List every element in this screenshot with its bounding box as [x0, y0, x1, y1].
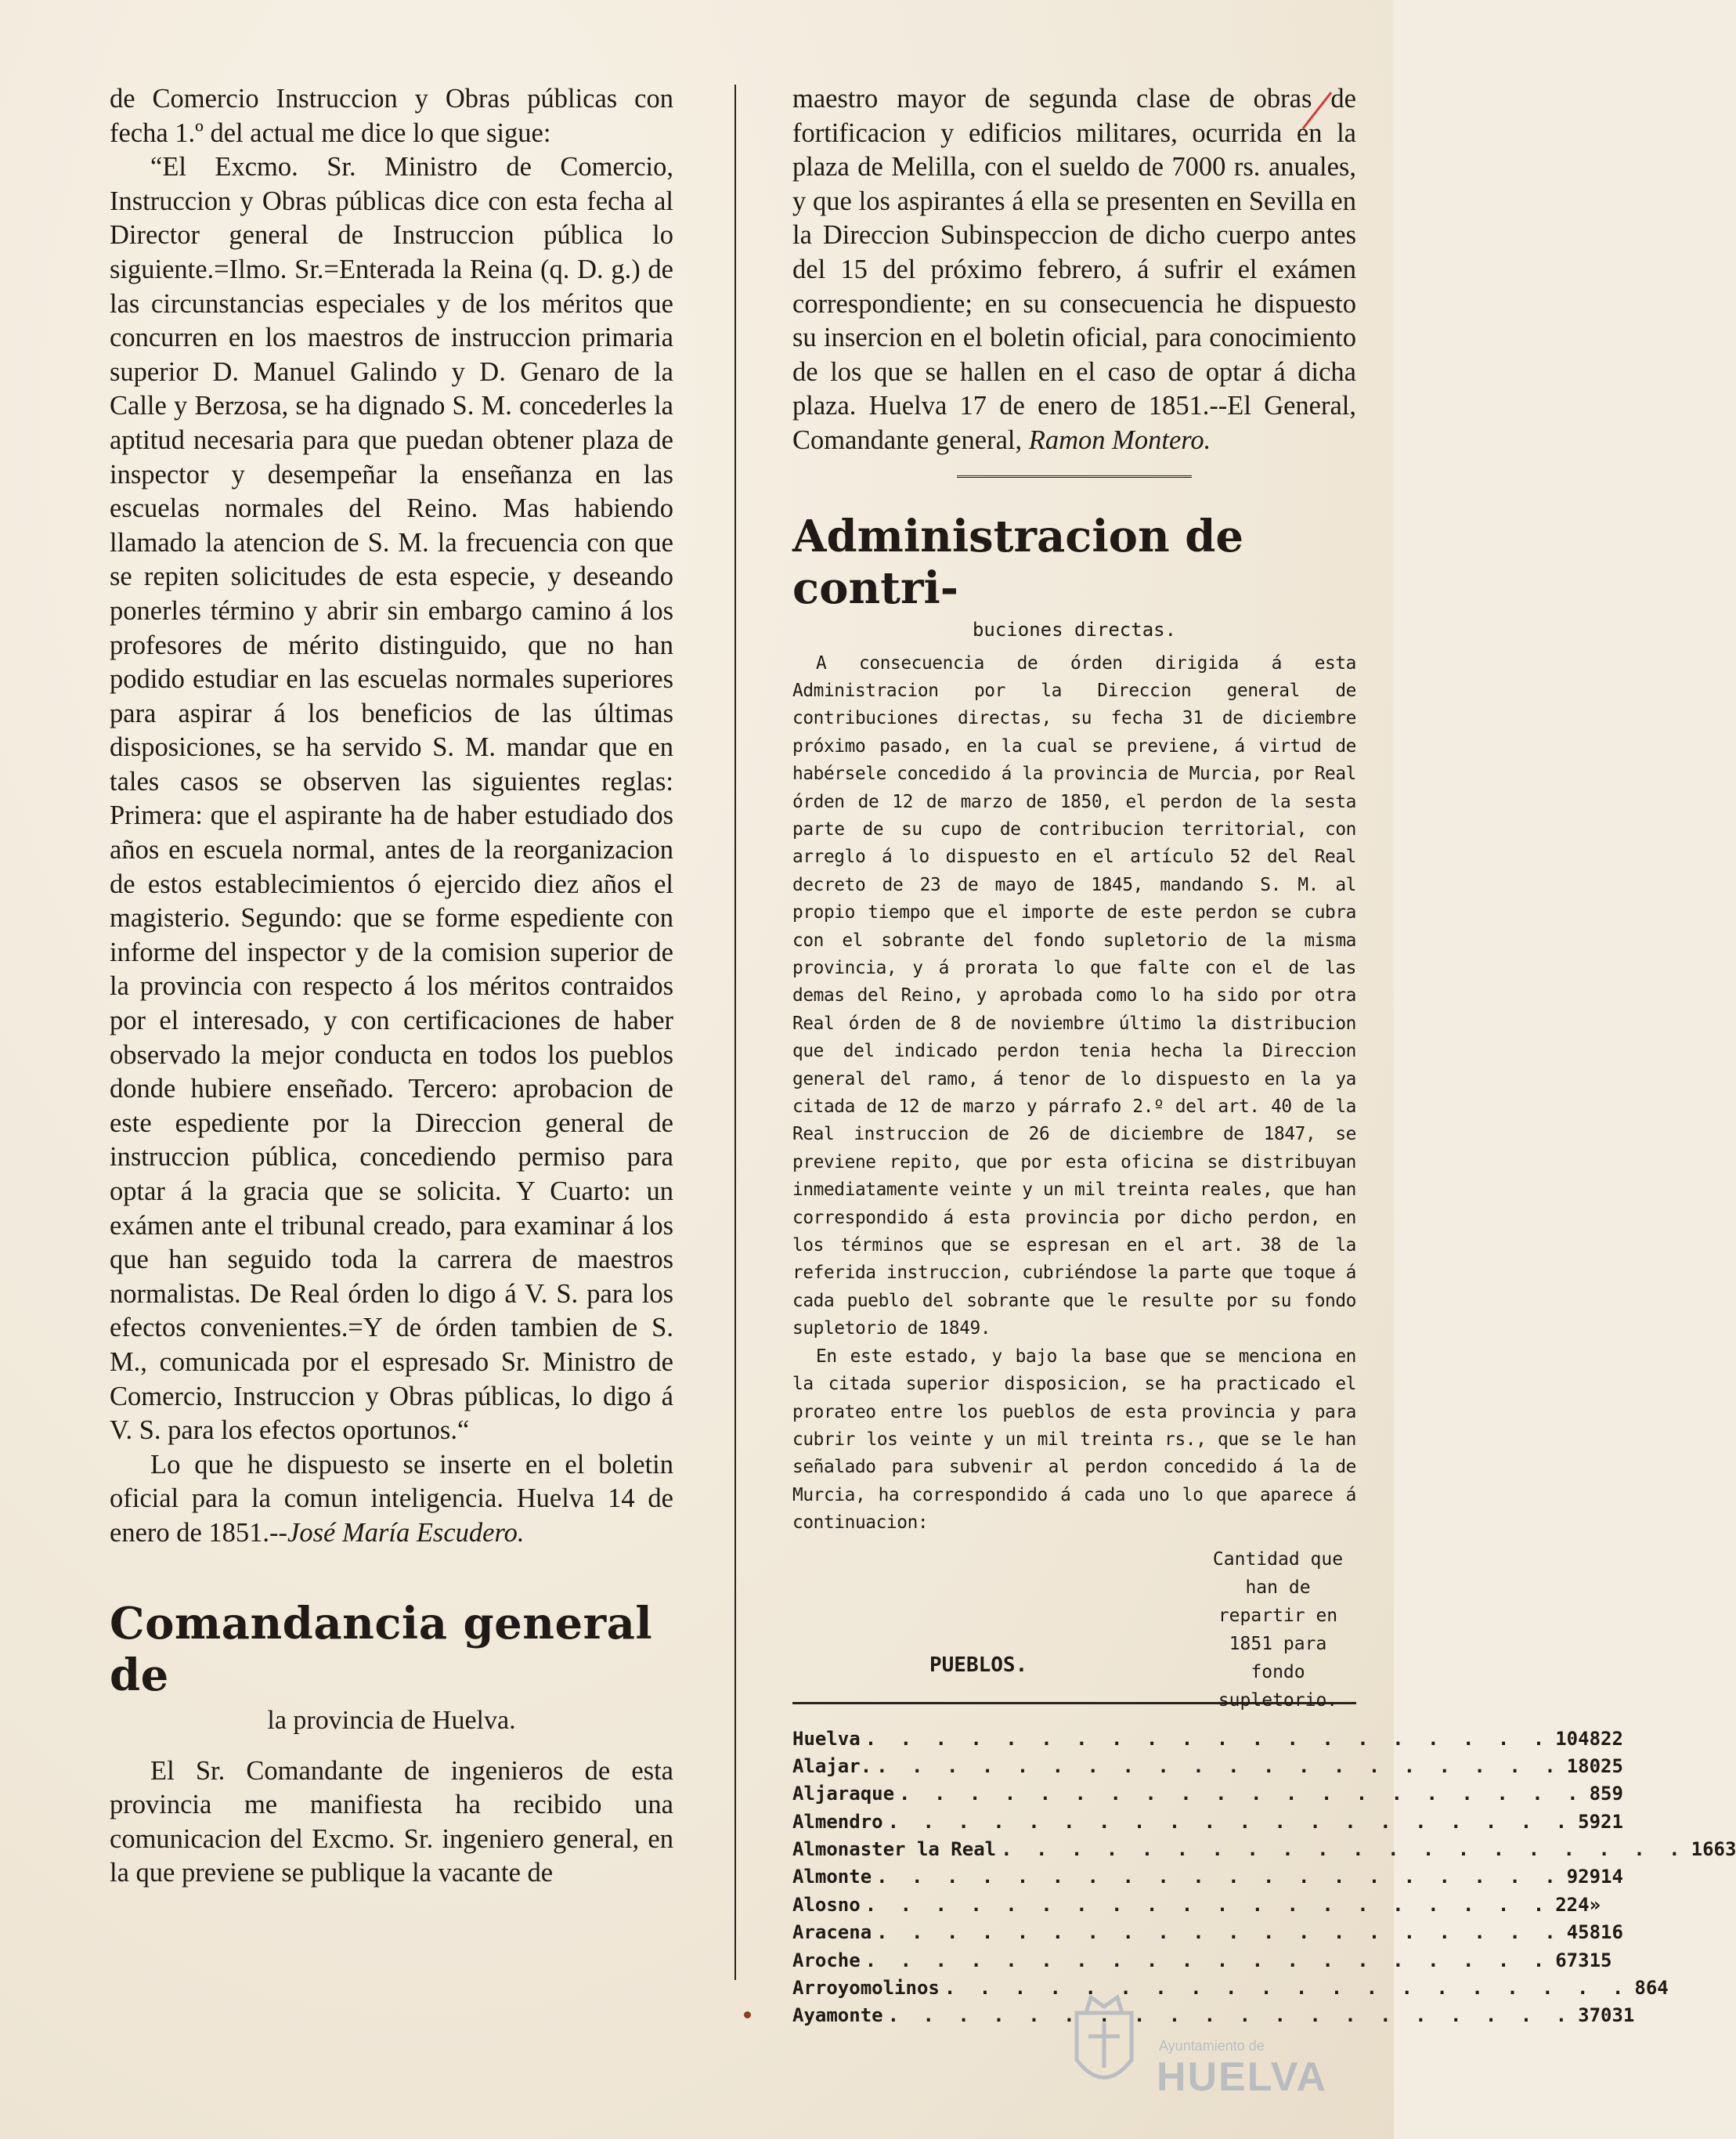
leader-dots: . . . . . . . . . . . . . . . . . . . . — [864, 1893, 1551, 1916]
amount-reales: 180 — [1566, 1754, 1601, 1777]
column-divider — [734, 85, 736, 1980]
paragraph-text: maestro mayor de segunda clase de obras de fortificacion y edificios militares, ocurrida en la plaza de Melilla, con el sueldo de 7000 rs. anuales, y que los aspirantes á ella se presenten en Sevilla en la Direccion Subinspeccion de dicho cuerpo antes del 15 del próximo febrero, á sufrir el exámen correspondiente; en su consecuencia he dispuesto su insercion en el boletin oficial, para conocimiento de los que se hallen en el caso de optar á dicha plaza. Huelva 17 de enero de 1851.--El General, Comandante general, — [792, 84, 1356, 455]
signature: José María Escudero. — [287, 1517, 525, 1548]
watermark-big-text: HUELVA — [1157, 2054, 1328, 2100]
amount-maravedis: 3 — [1724, 1838, 1736, 1861]
amount-reales: 458 — [1566, 1921, 1601, 1944]
ink-spot — [744, 2011, 751, 2018]
table-row — [792, 1921, 1623, 1949]
amount-maravedis: 21 — [1601, 1810, 1623, 1833]
pueblo-name: Alajar. — [792, 1754, 872, 1777]
red-pencil-mark — [1300, 88, 1334, 135]
leader-dots: . . . . . . . . . . . . . . . . . . . . — [864, 1949, 1551, 1971]
amount-reales: 929 — [1566, 1866, 1601, 1888]
table-header — [792, 1545, 1356, 1711]
amount-maravedis: 14 — [1601, 1866, 1623, 1888]
pueblo-name: Aracena — [792, 1921, 872, 1944]
section-subheading: buciones directas. — [972, 618, 1177, 641]
amount-maravedis: 31 — [1611, 2004, 1635, 2027]
amount-maravedis: » — [1589, 1893, 1601, 1916]
paragraph — [792, 82, 1356, 458]
paragraph — [110, 1448, 673, 1551]
signature: Ramon Montero. — [1028, 425, 1211, 455]
amount-maravedis: 25 — [1601, 1754, 1623, 1777]
pueblo-name: Almonte — [792, 1866, 872, 1888]
pueblo-name: Arroyomolinos — [792, 1977, 940, 2000]
amount-reales: 59 — [1578, 1810, 1601, 1833]
leader-dots: . . . . . . . . . . . . . . . . . . . . — [899, 1783, 1585, 1805]
leader-dots: . . . . . . . . . . . . . . . . . . . . — [876, 1921, 1562, 1944]
table-row — [792, 1893, 1601, 1921]
table-row — [792, 1949, 1612, 1977]
amount-reales: 224 — [1555, 1893, 1590, 1916]
watermark-small-text: Ayuntamiento de — [1159, 2038, 1265, 2054]
paragraph-text: Lo que he dispuesto se inserte en el boletin oficial para la comun inteligencia. Huelva 14 de enero de 1851.-- — [110, 1449, 673, 1548]
watermark-logo — [1069, 1989, 1327, 2107]
section-heading: Comandancia general de — [110, 1597, 653, 1701]
column-header-cantidad: Cantidad que han de repartir en 1851 para fondo supletorio. — [1212, 1548, 1344, 1711]
paragraph: El Sr. Comandante de ingenieros de esta provincia me manifiesta ha recibido una comunicacion del Excmo. Sr. ingeniero general, en la que previene se publique la vacante de — [110, 1755, 673, 1888]
paragraph: de Comercio Instruccion y Obras públicas con fecha 1.º del actual me dice lo que sigue: — [110, 84, 673, 148]
column-header-pueblos: PUEBLOS. — [929, 1653, 1028, 1677]
table-row — [792, 1838, 1736, 1866]
amount-maravedis: 9 — [1611, 1783, 1623, 1805]
pueblo-name: Aljaraque — [792, 1783, 895, 1805]
left-column — [110, 82, 673, 1891]
paragraph: A consecuencia de órden dirigida á esta Administracion por la Direccion general de contribuciones directas, su fecha 31 de diciembre próximo pasado, en la cual se previene, á virtud de habérsele concedido á la provincia de Murcia, por Real órden de 12 de marzo de 1850, el perdon de la sesta parte de su cupo de contribucion territorial, con arreglo á lo dispuesto en el artículo 52 del Real decreto de 23 de mayo de 1845, mandando S. M. al propio tiempo que el importe de este perdon se cubra con el sobrante del fondo supletorio de la misma provincia, y á prorata lo que falte con el de las demas del Reino, y aprobada como lo ha sido por otra Real órden de 8 de noviembre último la distribucion que del indicado perdon tenia hecha la Direccion general del ramo, á tenor de lo dispuesto en la ya citada de 12 de marzo y párrafo 2.º del art. 40 de la Real instruccion de 26 de diciembre de 1847, se previene repito, que por esta oficina se distribuyan inmediatamente veinte y un mil treinta reales, que han correspondido á esta provincia por dicho perdon, en los términos que se espresan en el art. 38 de la referida instruccion, cubriéndose la parte que toque á cada pueblo del sobrante que le resulte por su fondo supletorio de 1849. — [792, 652, 1356, 1339]
pueblo-name: Aroche — [792, 1949, 861, 1971]
amount-maravedis: 15 — [1589, 1949, 1612, 1971]
amount-reales: 85 — [1589, 1783, 1612, 1805]
table-row — [792, 1810, 1623, 1838]
table-row — [792, 1727, 1623, 1755]
amount-reales: 1048 — [1555, 1727, 1601, 1750]
leader-dots: . . . . . . . . . . . . . . . . . . . . — [876, 1866, 1562, 1888]
amount-maravedis: 22 — [1601, 1727, 1623, 1750]
table-row — [792, 1754, 1623, 1783]
table-row — [792, 1866, 1623, 1893]
leader-dots: . . . . . . . . . . . . . . . . . . . . — [887, 2004, 1574, 2027]
pueblo-name: Huelva — [792, 1727, 861, 1750]
amount-maravedis: 4 — [1657, 1977, 1669, 2000]
amount-reales: 86 — [1634, 1977, 1658, 2000]
leader-dots: . . . . . . . . . . . . . . . . . . . . — [944, 1977, 1630, 2000]
table-row — [792, 1783, 1623, 1810]
separator-rule — [957, 475, 1192, 489]
table-body — [792, 1727, 1736, 2032]
paragraph: “El Excmo. Sr. Ministro de Comercio, Instruccion y Obras públicas dice con esta fecha al Director general de Instruccion pública lo siguiente.=Ilmo. Sr.=Enterada la Reina (q. D. g.) de las circunstancias especiales y de los méritos que concurren en los maestros de instruccion primaria superior D. Manuel Galindo y D. Genaro de la Calle y Berzosa, se ha dignado S. M. concederles la aptitud necesaria para que puedan obtener plaza de inspector y desempeñar la enseñanza en las escuelas normales del Reino. Mas habiendo llamado la atencion de S. M. la frecuencia con que se repiten solicitudes de esta especie, y deseando ponerles término y abrir sin embargo camino á los profesores de mérito distinguido, que no han podido estudiar en las escuelas normales superiores para aspirar á los beneficios de las últimas disposiciones, se ha servido S. M. mandar que en tales casos se observen las siguientes reglas: Primera: que el aspirante ha de haber estudiado dos años en escuela normal, antes de la reorganizacion de estos establecimientos ó ejercido diez años el magisterio. Segundo: que se forme espediente con informe del inspector y de la comision superior de la provincia con respecto á los méritos contraidos por el interesado, y con certificaciones de haber observado la mejor conducta en todos los pueblos donde hubiere enseñado. Tercero: aprobacion de este espediente por la Direccion general de instruccion pública, concediendo permiso para optar á la gracia que se solicita. Y Cuarto: un exámen ante el tribunal creado, para examinar á los que han seguido toda la carrera de maestros normalistas. De Real órden lo digo á V. S. para los efectos convenientes.=Y de órden tambien de S. M., comunicada por el espresado Sr. Ministro de Comercio, Instruccion y Obras públicas, lo digo á V. S. para los efectos oportunos.“ — [110, 152, 673, 1446]
leader-dots: . . . . . . . . . . . . . . . . . . . . — [864, 1727, 1551, 1750]
leader-dots: . . . . . . . . . . . . . . . . . . . . — [887, 1810, 1574, 1833]
leader-dots: . . . . . . . . . . . . . . . . . . . . — [876, 1754, 1562, 1777]
amount-reales: 370 — [1578, 2004, 1612, 2027]
pueblo-name: Almendro — [792, 1810, 883, 1833]
right-column — [792, 82, 1736, 2032]
pueblo-name: Almonaster la Real — [792, 1838, 997, 1861]
coat-of-arms-icon — [1069, 1989, 1139, 2099]
amount-reales: 166 — [1691, 1838, 1725, 1861]
section-heading: Administracion de contri- — [792, 510, 1244, 614]
pueblo-name: Alosno — [792, 1893, 861, 1916]
pueblo-name: Ayamonte — [792, 2004, 883, 2027]
amount-maravedis: 16 — [1601, 1921, 1623, 1944]
paragraph: En este estado, y bajo la base que se menciona en la citada superior disposicion, se ha practicado el prorateo entre los pueblos de esta provincia y para cubrir los veinte y un mil treinta rs., que se le han señalado para subvenir al perdon concedido á la de Murcia, ha correspondido á cada uno lo que aparece á continuacion: — [792, 1346, 1356, 1534]
section-subheading: la provincia de Huelva. — [267, 1705, 516, 1735]
amount-reales: 673 — [1555, 1949, 1590, 1971]
leader-dots: . . . . . . . . . . . . . . . . . . . . — [1001, 1838, 1687, 1861]
